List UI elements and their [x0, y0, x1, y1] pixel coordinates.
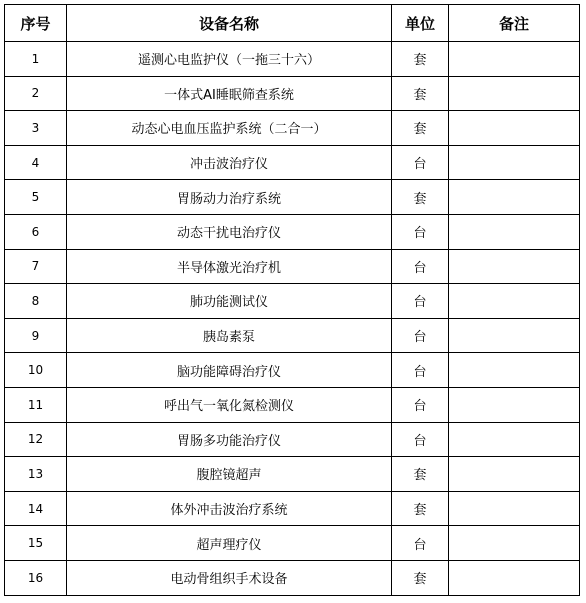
- cell-serial-number: 12: [5, 422, 67, 457]
- cell-remarks: [449, 214, 580, 249]
- cell-serial-number: 10: [5, 353, 67, 388]
- table-body: [5, 42, 580, 596]
- cell-unit: 套: [392, 180, 449, 215]
- cell-unit: 套: [392, 457, 449, 492]
- header-equipment-name: 设备名称: [67, 5, 392, 42]
- cell-unit: 台: [392, 526, 449, 561]
- header-row: [5, 5, 580, 42]
- table-row: [5, 180, 580, 215]
- cell-unit: 套: [392, 111, 449, 146]
- table-row: [5, 353, 580, 388]
- table-row: [5, 560, 580, 595]
- cell-serial-number: 15: [5, 526, 67, 561]
- cell-remarks: [449, 76, 580, 111]
- cell-remarks: [449, 111, 580, 146]
- cell-unit: 台: [392, 214, 449, 249]
- cell-serial-number: 13: [5, 457, 67, 492]
- table-header: [5, 5, 580, 42]
- cell-remarks: [449, 526, 580, 561]
- header-remarks: 备注: [449, 5, 580, 42]
- cell-equipment-name: 遥测心电监护仪（一拖三十六）: [67, 42, 392, 77]
- table-row: [5, 318, 580, 353]
- cell-equipment-name: 脑功能障碍治疗仪: [67, 353, 392, 388]
- cell-unit: 台: [392, 318, 449, 353]
- cell-unit: 台: [392, 249, 449, 284]
- cell-serial-number: 14: [5, 491, 67, 526]
- cell-equipment-name: 一体式AI睡眠筛查系统: [67, 76, 392, 111]
- table-row: [5, 214, 580, 249]
- cell-serial-number: 2: [5, 76, 67, 111]
- table-row: [5, 111, 580, 146]
- cell-serial-number: 8: [5, 284, 67, 319]
- cell-equipment-name: 动态心电血压监护系统（二合一）: [67, 111, 392, 146]
- cell-equipment-name: 呼出气一氧化氮检测仪: [67, 387, 392, 422]
- cell-unit: 套: [392, 76, 449, 111]
- cell-remarks: [449, 387, 580, 422]
- cell-serial-number: 5: [5, 180, 67, 215]
- cell-remarks: [449, 318, 580, 353]
- cell-serial-number: 6: [5, 214, 67, 249]
- cell-remarks: [449, 491, 580, 526]
- table-row: [5, 284, 580, 319]
- cell-serial-number: 16: [5, 560, 67, 595]
- cell-unit: 套: [392, 491, 449, 526]
- cell-serial-number: 11: [5, 387, 67, 422]
- cell-remarks: [449, 457, 580, 492]
- cell-equipment-name: 超声理疗仪: [67, 526, 392, 561]
- table-row: [5, 249, 580, 284]
- header-unit: 单位: [392, 5, 449, 42]
- table-row: [5, 491, 580, 526]
- cell-remarks: [449, 353, 580, 388]
- cell-equipment-name: 胰岛素泵: [67, 318, 392, 353]
- equipment-table: [4, 4, 580, 596]
- cell-serial-number: 9: [5, 318, 67, 353]
- table-row: [5, 422, 580, 457]
- cell-unit: 台: [392, 387, 449, 422]
- cell-remarks: [449, 42, 580, 77]
- cell-unit: 台: [392, 284, 449, 319]
- table-row: [5, 42, 580, 77]
- table-row: [5, 526, 580, 561]
- cell-equipment-name: 冲击波治疗仪: [67, 145, 392, 180]
- cell-unit: 台: [392, 353, 449, 388]
- equipment-table-container: [4, 4, 580, 596]
- cell-equipment-name: 胃肠动力治疗系统: [67, 180, 392, 215]
- cell-remarks: [449, 180, 580, 215]
- cell-remarks: [449, 249, 580, 284]
- cell-serial-number: 7: [5, 249, 67, 284]
- cell-remarks: [449, 284, 580, 319]
- cell-equipment-name: 半导体激光治疗机: [67, 249, 392, 284]
- table-row: [5, 387, 580, 422]
- cell-remarks: [449, 145, 580, 180]
- header-serial-number: 序号: [5, 5, 67, 42]
- cell-serial-number: 4: [5, 145, 67, 180]
- table-row: [5, 76, 580, 111]
- cell-equipment-name: 动态干扰电治疗仪: [67, 214, 392, 249]
- cell-equipment-name: 肺功能测试仪: [67, 284, 392, 319]
- cell-serial-number: 3: [5, 111, 67, 146]
- cell-unit: 台: [392, 145, 449, 180]
- table-row: [5, 457, 580, 492]
- cell-unit: 套: [392, 42, 449, 77]
- cell-remarks: [449, 422, 580, 457]
- cell-unit: 套: [392, 560, 449, 595]
- cell-equipment-name: 电动骨组织手术设备: [67, 560, 392, 595]
- cell-equipment-name: 腹腔镜超声: [67, 457, 392, 492]
- cell-remarks: [449, 560, 580, 595]
- cell-equipment-name: 胃肠多功能治疗仪: [67, 422, 392, 457]
- cell-serial-number: 1: [5, 42, 67, 77]
- table-row: [5, 145, 580, 180]
- cell-equipment-name: 体外冲击波治疗系统: [67, 491, 392, 526]
- cell-unit: 台: [392, 422, 449, 457]
